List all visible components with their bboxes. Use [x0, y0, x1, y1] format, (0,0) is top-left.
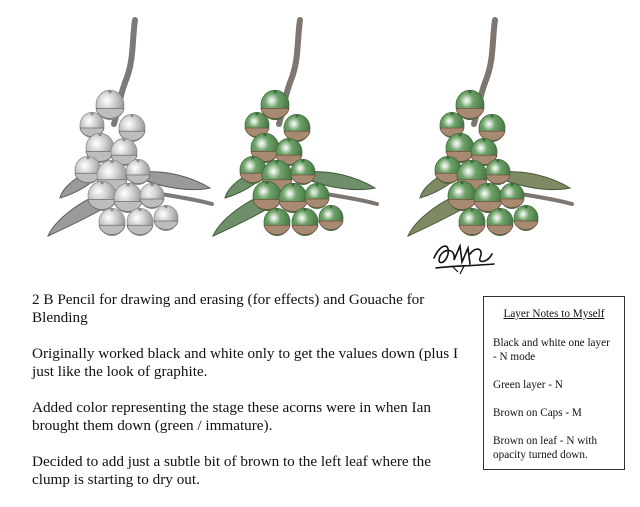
acorn: [264, 208, 290, 236]
acorn: [154, 205, 178, 231]
acorn: [140, 183, 164, 209]
layer-note-item: Brown on Caps - M: [493, 407, 582, 419]
acorn: [500, 183, 524, 209]
brown-leaf-acorn-drawing: [400, 0, 585, 250]
acorn: [305, 183, 329, 209]
acorn: [479, 114, 505, 142]
layer-note-item: Black and white one layer - N mode: [493, 337, 610, 363]
acorn: [88, 181, 116, 211]
notes-materials: 2 B Pencil for drawing and erasing (for effects) and Gouache for Blending: [32, 291, 425, 326]
acorn: [127, 208, 153, 236]
artist-notes: [32, 291, 472, 507]
layer-note-item: Brown on leaf - N with opacity turned down.: [493, 435, 598, 461]
acorn: [459, 208, 485, 236]
notes-brown-leaf: Decided to add just a subtle bit of brown to the left leaf where the clump is starting to dry out.: [32, 453, 431, 488]
acorn: [319, 205, 343, 231]
layer-notes-title: Layer Notes to Myself: [503, 308, 605, 320]
acorn: [126, 159, 150, 185]
acorn: [284, 114, 310, 142]
signature-icon: [430, 236, 498, 281]
notes-values: Originally worked black and white only to get the values down (plus I just like the look of graphite.: [32, 345, 458, 380]
graphite-acorn-drawing: [40, 0, 225, 250]
acorn: [119, 114, 145, 142]
acorn: [253, 181, 281, 211]
acorn: [486, 159, 510, 185]
acorn: [514, 205, 538, 231]
green-acorn-drawing: [205, 0, 390, 250]
layer-note-item: Green layer - N: [493, 379, 563, 391]
acorn: [99, 208, 125, 236]
layer-notes-box: [483, 296, 625, 470]
acorn: [291, 159, 315, 185]
acorn: [448, 181, 476, 211]
notes-color: Added color representing the stage these acorns were in when Ian brought them down (green / immature).: [32, 399, 431, 434]
acorn: [292, 208, 318, 236]
acorn: [487, 208, 513, 236]
